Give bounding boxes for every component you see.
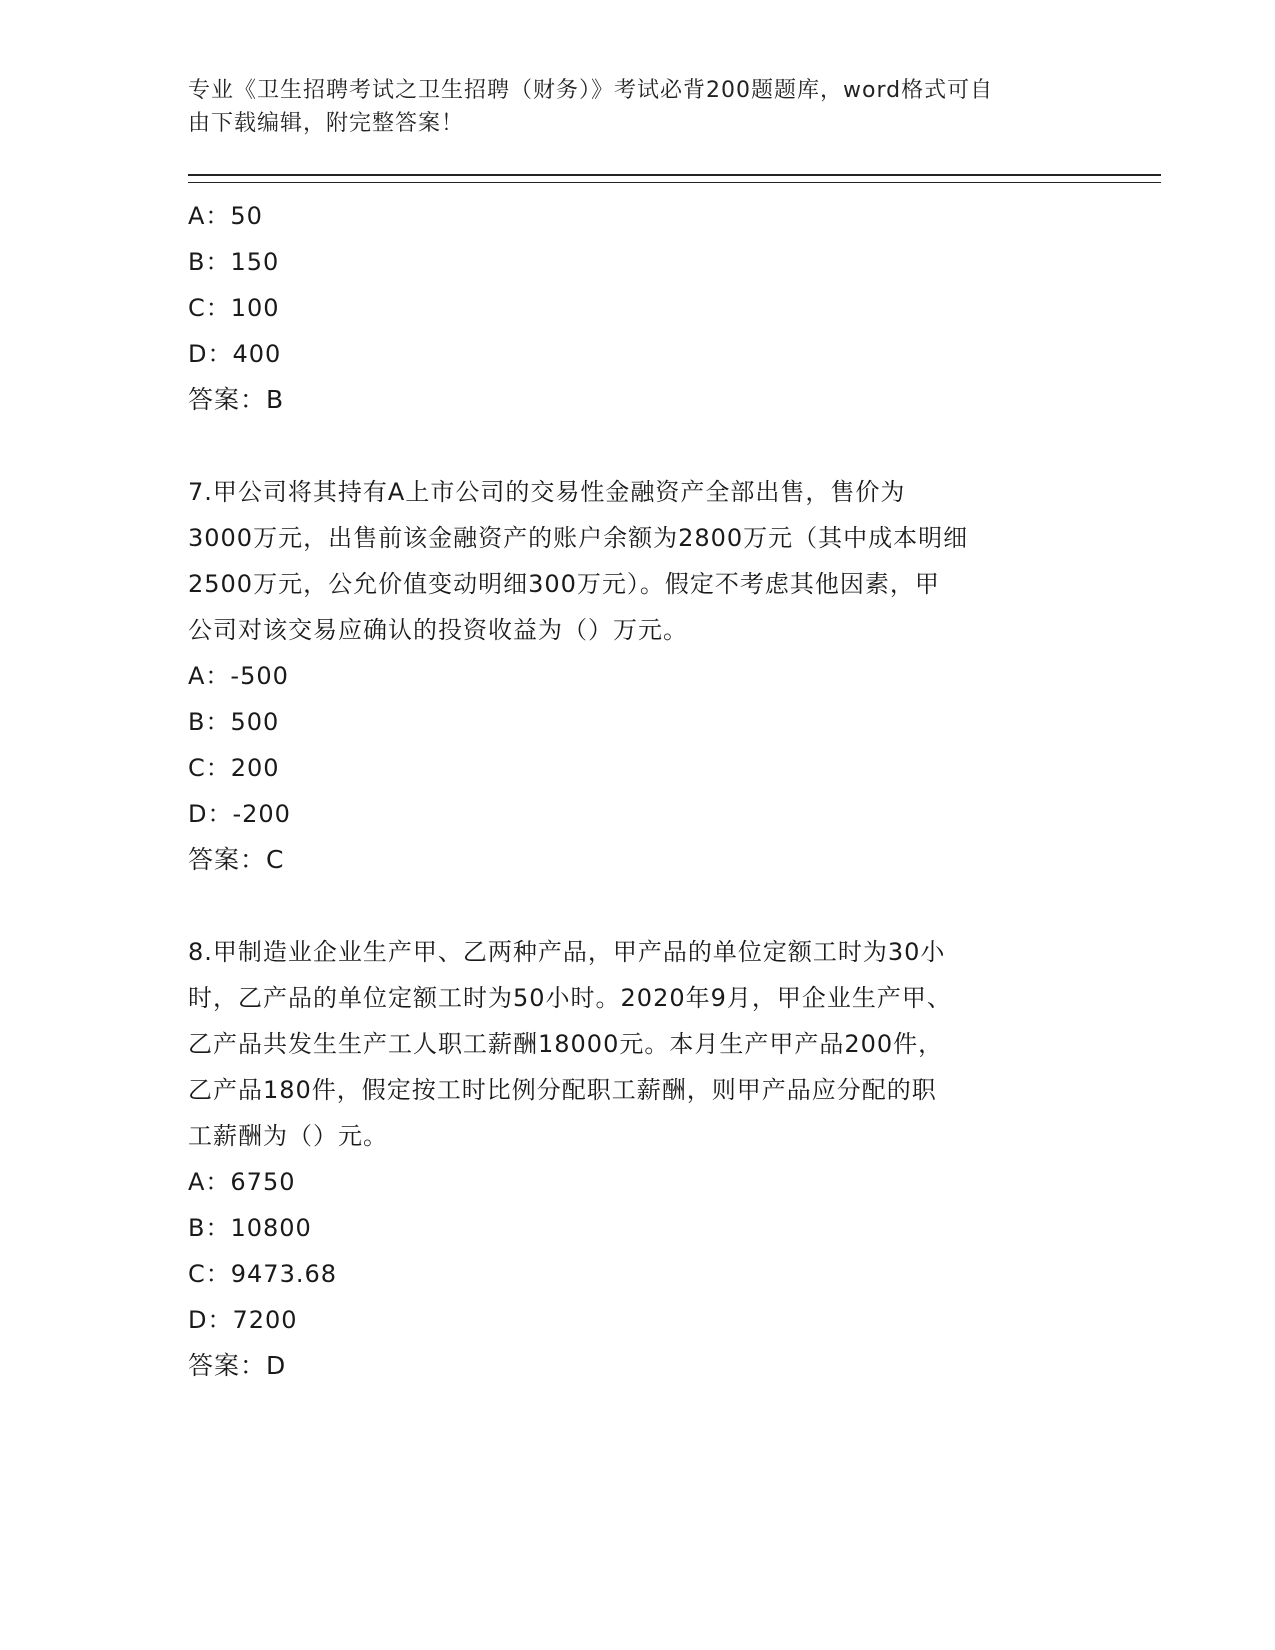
question-stem-line: 7.甲公司将其持有A上市公司的交易性金融资产全部出售，售价为 xyxy=(188,478,906,506)
option-d: D：-200 xyxy=(188,800,291,828)
question-8 xyxy=(188,929,1088,1389)
question-6 xyxy=(188,193,1088,423)
page-header xyxy=(188,74,1088,140)
question-stem-line: 乙产品180件，假定按工时比例分配职工薪酬，则甲产品应分配的职 xyxy=(188,1076,937,1104)
question-7 xyxy=(188,469,1088,883)
question-stem-line: 8.甲制造业企业生产甲、乙两种产品，甲产品的单位定额工时为30小 xyxy=(188,938,946,966)
option-b: B：10800 xyxy=(188,1214,312,1242)
question-stem-line: 公司对该交易应确认的投资收益为（）万元。 xyxy=(188,616,688,644)
question-stem xyxy=(188,469,1088,653)
option-a: A：6750 xyxy=(188,1168,296,1196)
question-stem-line: 2500万元，公允价值变动明细300万元）。假定不考虑其他因素，甲 xyxy=(188,570,940,598)
option-c: C：9473.68 xyxy=(188,1260,338,1288)
option-d: D：400 xyxy=(188,340,282,368)
option-d: D：7200 xyxy=(188,1306,298,1334)
header-line-1: 专业《卫生招聘考试之卫生招聘（财务）》考试必背200题题库，word格式可自 xyxy=(188,78,994,103)
option-a: A：50 xyxy=(188,202,263,230)
option-a: A：-500 xyxy=(188,662,289,690)
header-rule-thin xyxy=(188,182,1161,183)
question-stem-line: 时，乙产品的单位定额工时为50小时。2020年9月，甲企业生产甲、 xyxy=(188,984,952,1012)
question-stem-line: 乙产品共发生生产工人职工薪酬18000元。本月生产甲产品200件， xyxy=(188,1030,944,1058)
answer-line: 答案：B xyxy=(188,385,285,414)
header-rule-thick xyxy=(188,174,1161,176)
option-c: C：100 xyxy=(188,294,280,322)
header-line-2: 由下载编辑，附完整答案！ xyxy=(188,111,465,136)
answer-line: 答案：D xyxy=(188,1351,287,1380)
question-stem xyxy=(188,929,1088,1159)
question-stem-line: 3000万元，出售前该金融资产的账户余额为2800万元（其中成本明细 xyxy=(188,524,969,552)
question-list xyxy=(188,193,1088,1389)
option-b: B：500 xyxy=(188,708,280,736)
question-stem-line: 工薪酬为（）元。 xyxy=(188,1122,388,1150)
answer-line: 答案：C xyxy=(188,845,285,874)
option-c: C：200 xyxy=(188,754,280,782)
option-b: B：150 xyxy=(188,248,280,276)
